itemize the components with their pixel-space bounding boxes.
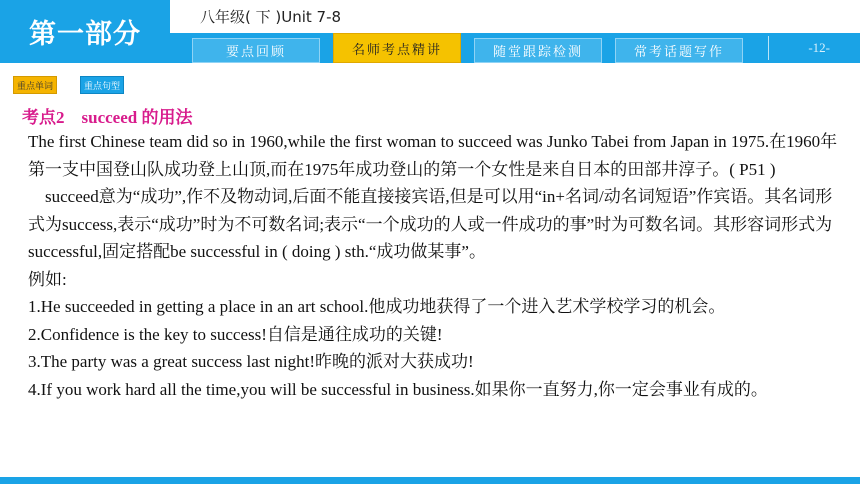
page-number: -12-	[808, 40, 830, 55]
tab-topic-writing[interactable]: 常考话题写作	[615, 38, 743, 63]
section-heading: 考点2 succeed 的用法	[22, 108, 193, 127]
paragraph-explanation: succeed意为“成功”,作不及物动词,后面不能直接接宾语,但是可以用“in+名词/动名词短语”作宾语。其名词形式为success,表示“成功”时为不可数名词;表示“一个成功的人或一件成功的事”时为可数名词。其形容词形式为successful,固定搭配be successful in ( doing ) sth.“成功做某事”。	[28, 187, 833, 261]
tab-key-points-review[interactable]: 要点回顾	[192, 38, 320, 63]
example-4: 4.If you work hard all the time,you will be successful in business.如果你一直努力,你一定会事业有成的。	[28, 379, 768, 399]
tab-in-class-test[interactable]: 随堂跟踪检测	[474, 38, 602, 63]
paragraph-example-sentence: The first Chinese team did so in 1960,while the first woman to succeed was Junko Tabei from Japan in 1975.在1960年第一支中国登山队成功登上山顶,而在1975年成功登山的第一个女性是来自日本的田部井淳子。( P51 )	[28, 132, 838, 179]
tab-teacher-explanation[interactable]: 名师考点精讲	[333, 33, 461, 63]
content-body	[28, 128, 838, 403]
example-2: 2.Confidence is the key to success!自信是通往成功的关键!	[28, 324, 443, 344]
paragraph-examples-label: 例如:	[28, 269, 67, 289]
unit-title: 八年级( 下 )Unit 7-8	[200, 8, 342, 26]
section-title: 第一部分	[0, 0, 170, 63]
tag-key-words[interactable]: 重点单词	[13, 76, 57, 94]
example-1: 1.He succeeded in getting a place in an art school.他成功地获得了一个进入艺术学校学习的机会。	[28, 297, 726, 316]
footer-bar	[0, 477, 860, 484]
nav-divider	[768, 36, 769, 60]
tag-key-sentences[interactable]: 重点句型	[80, 76, 124, 94]
example-3: 3.The party was a great success last night!昨晚的派对大获成功!	[28, 352, 474, 371]
